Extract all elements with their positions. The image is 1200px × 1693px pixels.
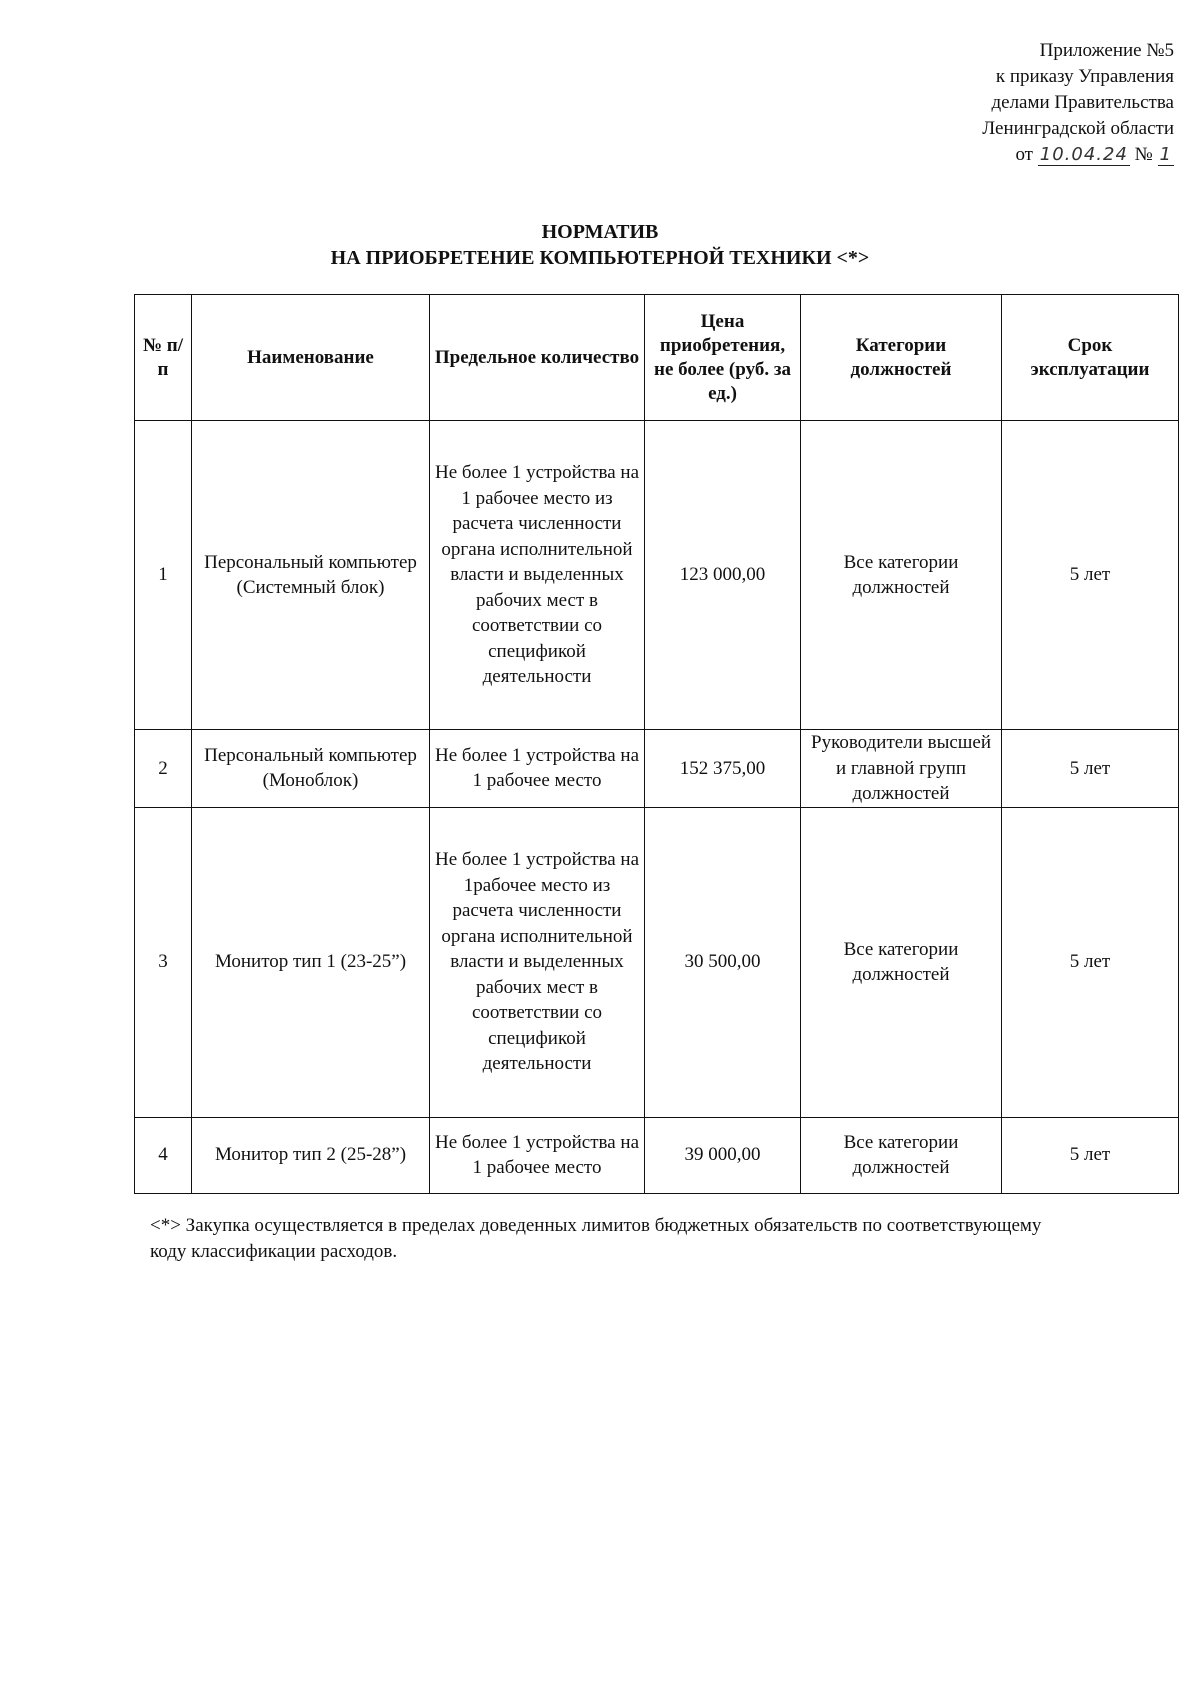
table-row xyxy=(135,1117,1179,1193)
cell-category: Все категории должностей xyxy=(801,807,1002,1117)
cell-price: 152 375,00 xyxy=(645,730,801,808)
appendix-line: делами Правительства xyxy=(991,92,1174,113)
order-date-line xyxy=(754,142,1174,168)
table-row xyxy=(135,807,1179,1117)
cell-limit: Не более 1 устройства на 1 рабочее место xyxy=(430,730,645,808)
header-category: Категории должностей xyxy=(801,295,1002,421)
cell-term: 5 лет xyxy=(1002,421,1179,730)
title-line-2: НА ПРИОБРЕТЕНИЕ КОМПЬЮТЕРНОЙ ТЕХНИКИ <*> xyxy=(330,247,870,269)
header-num: № п/п xyxy=(135,295,192,421)
cell-name: Монитор тип 2 (25-28”) xyxy=(192,1117,430,1193)
footnote: <*> Закупка осуществляется в пределах доведенных лимитов бюджетных обязательств по соответствующему коду классификации расходов. xyxy=(150,1215,1042,1262)
header-price: Цена приобретения, не более (руб. за ед.) xyxy=(645,295,801,421)
cell-term: 5 лет xyxy=(1002,1117,1179,1193)
norm-table xyxy=(134,294,1179,1194)
cell-name: Монитор тип 1 (23-25”) xyxy=(192,807,430,1117)
header-term: Срок эксплуатации xyxy=(1002,295,1179,421)
document-title xyxy=(0,219,1200,271)
date-prefix: от xyxy=(1015,144,1033,165)
cell-limit: Не более 1 устройства на 1 рабочее место из расчета численности органа исполнительной власти и выделенных рабочих мест в соответствии со спецификой деятельности xyxy=(430,421,645,730)
cell-limit: Не более 1 устройства на 1 рабочее место xyxy=(430,1117,645,1193)
table-header-row xyxy=(135,295,1179,421)
header-name: Наименование xyxy=(192,295,430,421)
cell-num: 3 xyxy=(135,807,192,1117)
title-line-1: НОРМАТИВ xyxy=(541,221,659,243)
handwritten-number: 1 xyxy=(1159,144,1172,165)
cell-num: 1 xyxy=(135,421,192,730)
handwritten-date: 10.04.24 xyxy=(1039,144,1128,165)
number-prefix: № xyxy=(1134,144,1153,165)
cell-category: Руководители высшей и главной групп должностей xyxy=(801,730,1002,808)
cell-limit: Не более 1 устройства на 1рабочее место из расчета численности органа исполнительной власти и выделенных рабочих мест в соответствии со спецификой деятельности xyxy=(430,807,645,1117)
table-row xyxy=(135,421,1179,730)
appendix-header xyxy=(754,38,1174,168)
cell-category: Все категории должностей xyxy=(801,421,1002,730)
appendix-line: к приказу Управления xyxy=(995,66,1174,87)
cell-category: Все категории должностей xyxy=(801,1117,1002,1193)
cell-name: Персональный компьютер (Системный блок) xyxy=(192,421,430,730)
cell-term: 5 лет xyxy=(1002,807,1179,1117)
header-limit: Предельное количество xyxy=(430,295,645,421)
cell-name: Персональный компьютер (Моноблок) xyxy=(192,730,430,808)
cell-price: 39 000,00 xyxy=(645,1117,801,1193)
table-row xyxy=(135,730,1179,808)
cell-term: 5 лет xyxy=(1002,730,1179,808)
cell-price: 123 000,00 xyxy=(645,421,801,730)
cell-num: 4 xyxy=(135,1117,192,1193)
appendix-line: Ленинградской области xyxy=(982,118,1174,139)
cell-num: 2 xyxy=(135,730,192,808)
appendix-line: Приложение №5 xyxy=(1039,40,1174,61)
cell-price: 30 500,00 xyxy=(645,807,801,1117)
